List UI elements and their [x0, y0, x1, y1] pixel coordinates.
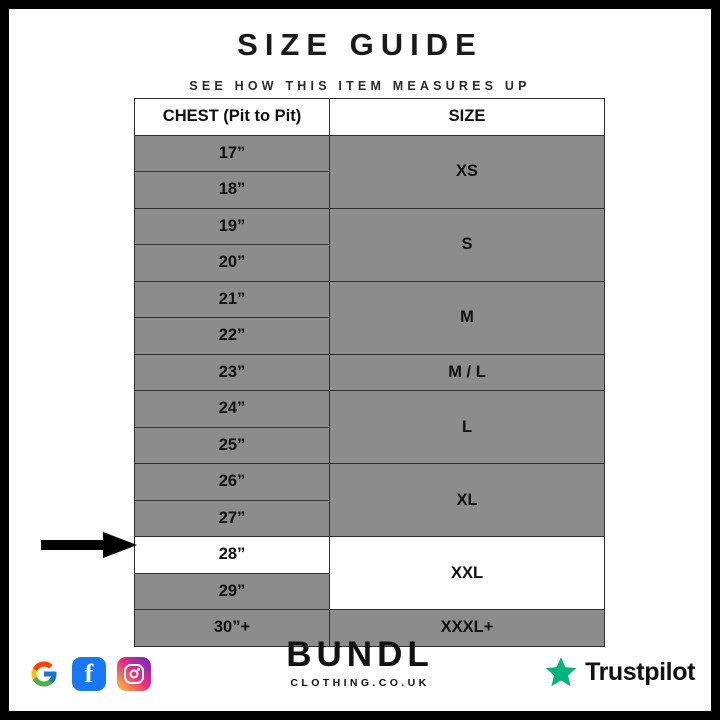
chest-cell: 30”+	[135, 610, 330, 647]
facebook-icon[interactable]: f	[72, 657, 106, 691]
size-cell: XXXL+	[330, 610, 605, 647]
size-table	[134, 98, 605, 647]
brand-name: BUNDL	[286, 635, 434, 674]
chest-cell-selected: 28”	[135, 537, 330, 574]
table-row	[135, 281, 605, 318]
card-inner	[9, 9, 711, 711]
selection-arrow-icon	[41, 532, 137, 558]
table-row	[135, 354, 605, 391]
table-row-highlighted	[135, 537, 605, 574]
brand-website: CLOTHING.CO.UK	[290, 677, 430, 689]
chest-cell: 29”	[135, 573, 330, 610]
trustpilot-label: Trustpilot	[585, 657, 695, 686]
size-cell-selected: XXL	[330, 537, 605, 610]
chest-cell: 27”	[135, 500, 330, 537]
chest-cell: 19”	[135, 208, 330, 245]
table-row	[135, 135, 605, 172]
chest-cell: 24”	[135, 391, 330, 428]
table-row	[135, 208, 605, 245]
table-row	[135, 464, 605, 501]
chest-cell: 26”	[135, 464, 330, 501]
footer	[9, 617, 711, 697]
chest-cell: 22”	[135, 318, 330, 355]
table-header-row	[135, 99, 605, 136]
size-cell: M	[330, 281, 605, 354]
size-cell: M / L	[330, 354, 605, 391]
page-title: SIZE GUIDE	[237, 27, 483, 62]
chest-cell: 18”	[135, 172, 330, 209]
size-cell: XL	[330, 464, 605, 537]
table-row	[135, 391, 605, 428]
page-subtitle: SEE HOW THIS ITEM MEASURES UP	[189, 79, 531, 93]
size-cell: L	[330, 391, 605, 464]
chest-cell: 17”	[135, 135, 330, 172]
star-icon	[544, 655, 578, 689]
size-table-wrapper	[134, 98, 604, 647]
column-header-chest: CHEST (Pit to Pit)	[135, 99, 330, 136]
size-cell: XS	[330, 135, 605, 208]
trustpilot-badge[interactable]	[544, 655, 695, 689]
chest-cell: 20”	[135, 245, 330, 282]
size-cell: S	[330, 208, 605, 281]
column-header-size: SIZE	[330, 99, 605, 136]
chest-cell: 25”	[135, 427, 330, 464]
chest-cell: 23”	[135, 354, 330, 391]
chest-cell: 21”	[135, 281, 330, 318]
